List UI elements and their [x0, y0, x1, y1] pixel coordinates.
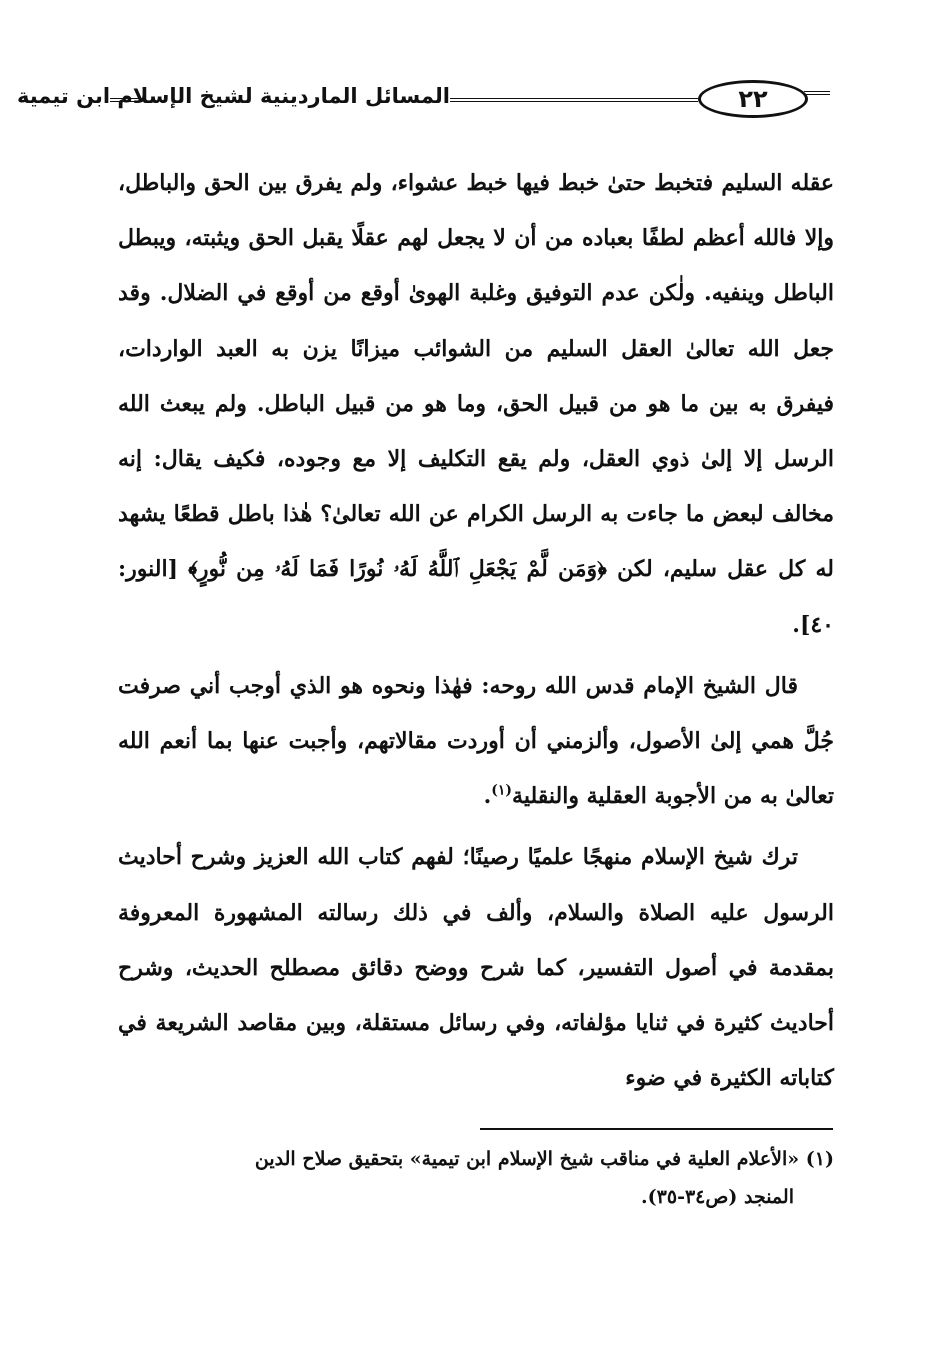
- paragraph-2-end: .: [483, 783, 492, 810]
- running-title: المسائل الماردينية لشيخ الإسلام ابن تيمية: [16, 84, 450, 108]
- page-header: [16, 78, 830, 128]
- paragraph-3-text: ترك شيخ الإسلام منهجًا علميًا رصينًا؛ لفهم كتاب الله العزيز وشرح أحاديث الرسول عليه الصلاة والسلام، وألف في ذلك رسالته المشهورة المعروفة بمقدمة في أصول التفسير، كما شرح ووضح دقائق مصطلح الحديث، وشرح أحاديث كثيرة في ثنايا مؤلفاته، وفي رسائل مستقلة، وبين مقاصد الشريعة في كتاباته الكثيرة في ضوء: [118, 844, 834, 1092]
- footnote-line-2: المنجد (ص٣٤-٣٥).: [641, 1186, 794, 1208]
- verse-reference: [النور: ٤٠].: [118, 556, 834, 638]
- header-rule-middle: [450, 98, 698, 102]
- page-number-badge: [698, 80, 808, 118]
- quran-verse: ﴿وَمَن لَّمْ يَجْعَلِ ٱللَّهُ لَهُۥ نُورًا فَمَا لَهُۥ مِن نُّورٍ﴾: [188, 556, 607, 583]
- footnote-separator: [480, 1128, 833, 1130]
- paragraph-3: [118, 830, 834, 1106]
- footnote-line-1: (١) «الأعلام العلية في مناقب شيخ الإسلام ابن تيمية» بتحقيق صلاح الدين: [254, 1148, 834, 1170]
- body-text: [118, 156, 834, 1106]
- header-rule-right: [804, 91, 830, 95]
- paragraph-2-text: قال الشيخ الإمام قدس الله روحه: فهٰذا ونحوه هو الذي أوجب أني صرفت جُلَّ همي إلىٰ الأصول، وألزمني أن أوردت مقالاتهم، وأجبت عنها بما أنعم الله تعالىٰ به من الأجوبة العقلية والنقلية: [118, 672, 834, 810]
- page-number: ٢٢: [738, 85, 768, 113]
- footnote-marker: (١): [491, 782, 513, 799]
- paragraph-1: [118, 156, 834, 653]
- paragraph-2: [118, 659, 834, 825]
- footnote: [112, 1140, 834, 1216]
- paragraph-1-text: عقله السليم فتخبط حتىٰ خبط فيها خبط عشواء، ولم يفرق بين الحق والباطل، وإلا فالله أعظم لطفًا بعباده من أن لا يجعل لهم عقلًا يقبل الحق ويثبته، ويبطل الباطل وينفيه. ولٰكن عدم التوفيق وغلبة الهوىٰ أوقع من أوقع في الضلال. وقد جعل الله تعالىٰ العقل السليم من الشوائب ميزانًا يزن به العبد الواردات، فيفرق به بين ما هو من قبيل الحق، وما هو من قبيل الباطل. ولم يبعث الله الرسل إلا إلىٰ ذوي العقل، ولم يقع التكليف إلا مع وجوده، فكيف يقال: إنه مخالف لبعض ما جاءت به الرسل الكرام عن الله تعالىٰ؟ هٰذا باطل قطعًا يشهد له كل عقل سليم، لكن: [118, 170, 834, 583]
